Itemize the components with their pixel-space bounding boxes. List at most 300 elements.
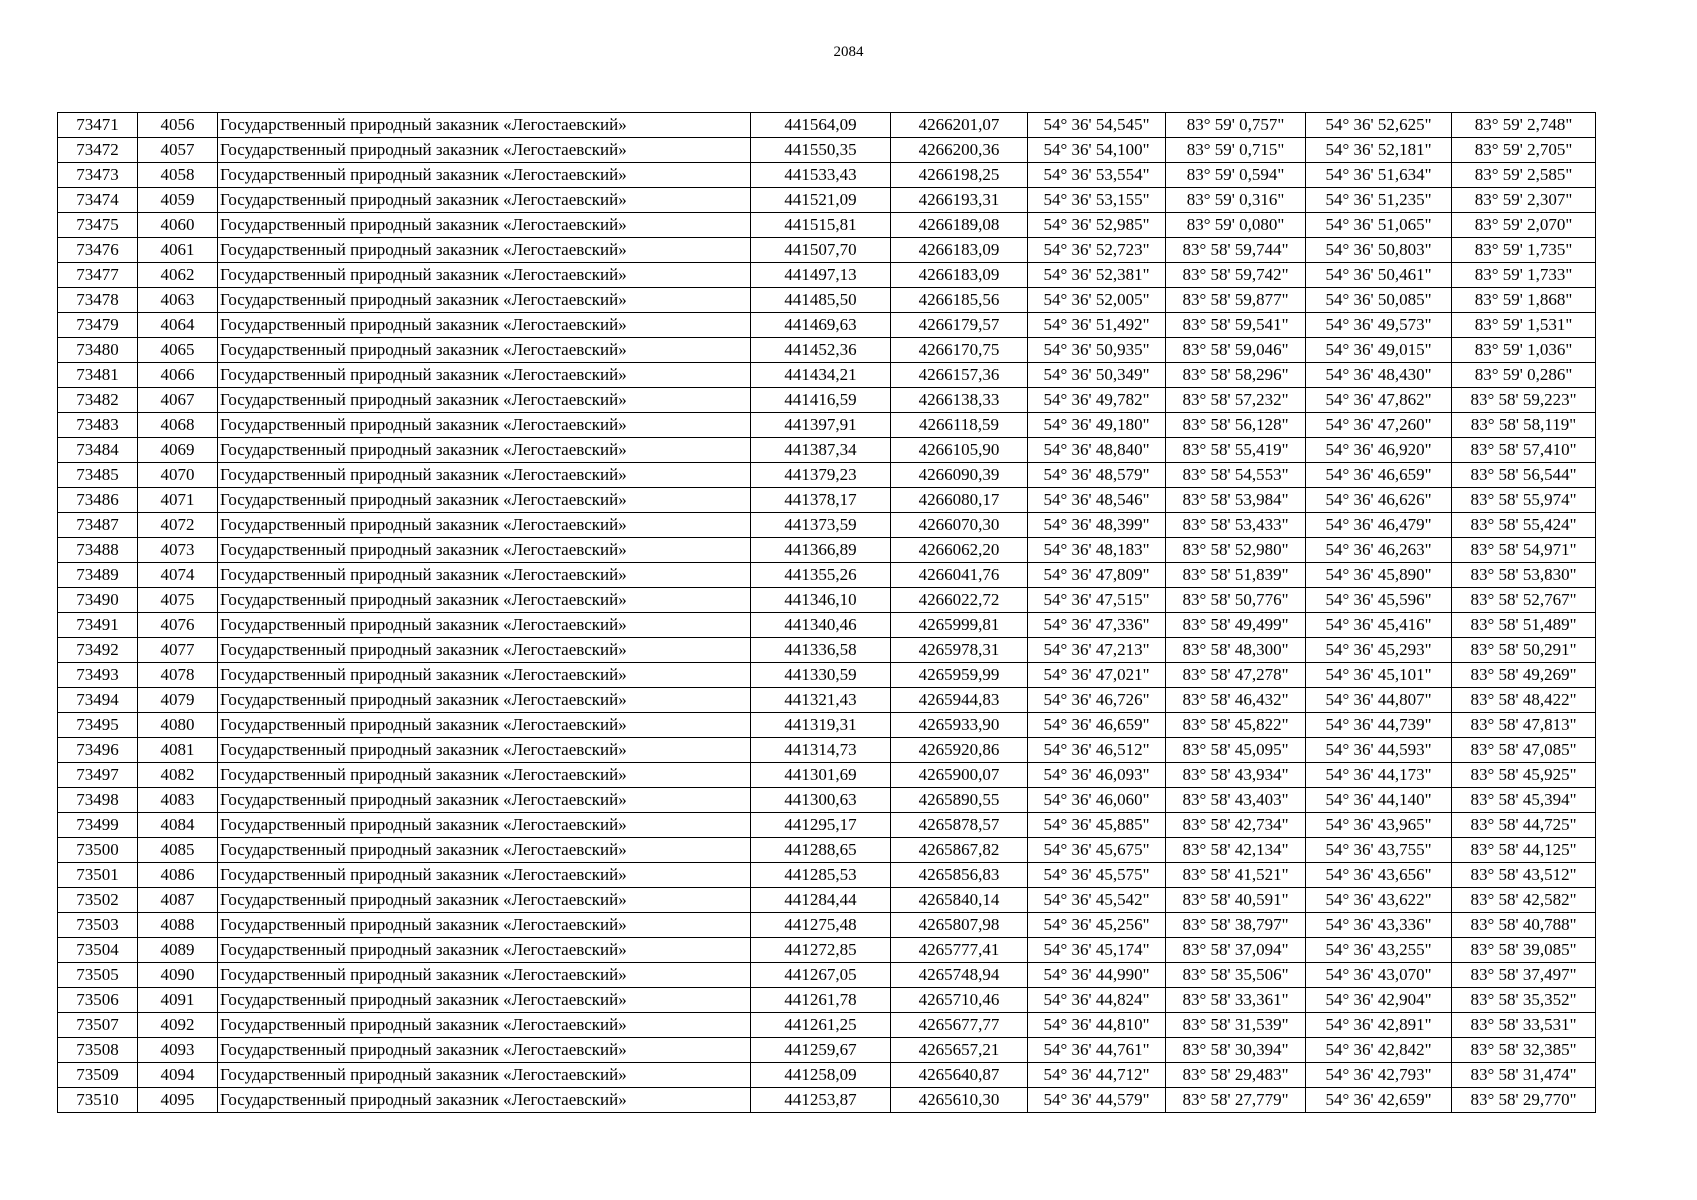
point-number-cell: 4074 — [138, 563, 218, 588]
latitude-1-cell: 54° 36' 51,492" — [1028, 313, 1166, 338]
longitude-2-cell: 83° 58' 44,125" — [1452, 838, 1596, 863]
y-coordinate-cell: 4265959,99 — [891, 663, 1028, 688]
point-number-cell: 4094 — [138, 1063, 218, 1088]
table-row — [58, 1038, 1596, 1063]
x-coordinate-cell: 441485,50 — [751, 288, 891, 313]
longitude-1-cell: 83° 58' 56,128" — [1166, 413, 1306, 438]
longitude-2-cell: 83° 59' 2,070" — [1452, 213, 1596, 238]
y-coordinate-cell: 4266198,25 — [891, 163, 1028, 188]
y-coordinate-cell: 4265867,82 — [891, 838, 1028, 863]
longitude-2-cell: 83° 58' 57,410" — [1452, 438, 1596, 463]
point-number-cell: 4075 — [138, 588, 218, 613]
reserve-name-cell: Государственный природный заказник «Легостаевский» — [218, 238, 751, 263]
point-number-cell: 4057 — [138, 138, 218, 163]
longitude-1-cell: 83° 58' 31,539" — [1166, 1013, 1306, 1038]
latitude-1-cell: 54° 36' 45,542" — [1028, 888, 1166, 913]
point-number-cell: 4067 — [138, 388, 218, 413]
x-coordinate-cell: 441378,17 — [751, 488, 891, 513]
table-row — [58, 238, 1596, 263]
x-coordinate-cell: 441301,69 — [751, 763, 891, 788]
longitude-1-cell: 83° 58' 54,553" — [1166, 463, 1306, 488]
y-coordinate-cell: 4265933,90 — [891, 713, 1028, 738]
x-coordinate-cell: 441272,85 — [751, 938, 891, 963]
reserve-name-cell: Государственный природный заказник «Легостаевский» — [218, 713, 751, 738]
point-number-cell: 4085 — [138, 838, 218, 863]
reserve-name-cell: Государственный природный заказник «Легостаевский» — [218, 388, 751, 413]
x-coordinate-cell: 441300,63 — [751, 788, 891, 813]
row-number-cell: 73493 — [58, 663, 138, 688]
row-number-cell: 73508 — [58, 1038, 138, 1063]
longitude-1-cell: 83° 58' 59,541" — [1166, 313, 1306, 338]
row-number-cell: 73498 — [58, 788, 138, 813]
longitude-2-cell: 83° 58' 32,385" — [1452, 1038, 1596, 1063]
table-row — [58, 738, 1596, 763]
table-body — [58, 113, 1596, 1113]
table-row — [58, 988, 1596, 1013]
longitude-2-cell: 83° 58' 44,725" — [1452, 813, 1596, 838]
latitude-2-cell: 54° 36' 44,173" — [1306, 763, 1452, 788]
latitude-2-cell: 54° 36' 43,622" — [1306, 888, 1452, 913]
latitude-1-cell: 54° 36' 45,675" — [1028, 838, 1166, 863]
longitude-2-cell: 83° 58' 40,788" — [1452, 913, 1596, 938]
longitude-2-cell: 83° 58' 47,813" — [1452, 713, 1596, 738]
latitude-1-cell: 54° 36' 49,782" — [1028, 388, 1166, 413]
reserve-name-cell: Государственный природный заказник «Легостаевский» — [218, 863, 751, 888]
point-number-cell: 4081 — [138, 738, 218, 763]
latitude-1-cell: 54° 36' 47,809" — [1028, 563, 1166, 588]
x-coordinate-cell: 441267,05 — [751, 963, 891, 988]
point-number-cell: 4060 — [138, 213, 218, 238]
row-number-cell: 73484 — [58, 438, 138, 463]
point-number-cell: 4066 — [138, 363, 218, 388]
x-coordinate-cell: 441564,09 — [751, 113, 891, 138]
longitude-1-cell: 83° 58' 42,134" — [1166, 838, 1306, 863]
latitude-2-cell: 54° 36' 45,890" — [1306, 563, 1452, 588]
latitude-2-cell: 54° 36' 48,430" — [1306, 363, 1452, 388]
longitude-2-cell: 83° 58' 59,223" — [1452, 388, 1596, 413]
point-number-cell: 4072 — [138, 513, 218, 538]
point-number-cell: 4061 — [138, 238, 218, 263]
longitude-1-cell: 83° 58' 45,095" — [1166, 738, 1306, 763]
longitude-2-cell: 83° 59' 2,748" — [1452, 113, 1596, 138]
latitude-2-cell: 54° 36' 42,659" — [1306, 1088, 1452, 1113]
latitude-1-cell: 54° 36' 54,545" — [1028, 113, 1166, 138]
row-number-cell: 73496 — [58, 738, 138, 763]
longitude-1-cell: 83° 58' 49,499" — [1166, 613, 1306, 638]
y-coordinate-cell: 4265920,86 — [891, 738, 1028, 763]
point-number-cell: 4084 — [138, 813, 218, 838]
y-coordinate-cell: 4266183,09 — [891, 263, 1028, 288]
longitude-2-cell: 83° 58' 31,474" — [1452, 1063, 1596, 1088]
reserve-name-cell: Государственный природный заказник «Легостаевский» — [218, 963, 751, 988]
latitude-1-cell: 54° 36' 53,155" — [1028, 188, 1166, 213]
latitude-1-cell: 54° 36' 46,726" — [1028, 688, 1166, 713]
table-row — [58, 788, 1596, 813]
y-coordinate-cell: 4266183,09 — [891, 238, 1028, 263]
reserve-name-cell: Государственный природный заказник «Легостаевский» — [218, 213, 751, 238]
y-coordinate-cell: 4266179,57 — [891, 313, 1028, 338]
latitude-1-cell: 54° 36' 44,712" — [1028, 1063, 1166, 1088]
row-number-cell: 73495 — [58, 713, 138, 738]
latitude-1-cell: 54° 36' 44,761" — [1028, 1038, 1166, 1063]
longitude-2-cell: 83° 58' 47,085" — [1452, 738, 1596, 763]
latitude-1-cell: 54° 36' 46,659" — [1028, 713, 1166, 738]
reserve-name-cell: Государственный природный заказник «Легостаевский» — [218, 413, 751, 438]
x-coordinate-cell: 441295,17 — [751, 813, 891, 838]
x-coordinate-cell: 441397,91 — [751, 413, 891, 438]
table-row — [58, 763, 1596, 788]
longitude-2-cell: 83° 59' 1,733" — [1452, 263, 1596, 288]
latitude-2-cell: 54° 36' 49,573" — [1306, 313, 1452, 338]
latitude-1-cell: 54° 36' 52,723" — [1028, 238, 1166, 263]
row-number-cell: 73507 — [58, 1013, 138, 1038]
longitude-2-cell: 83° 58' 52,767" — [1452, 588, 1596, 613]
reserve-name-cell: Государственный природный заказник «Легостаевский» — [218, 163, 751, 188]
longitude-1-cell: 83° 58' 46,432" — [1166, 688, 1306, 713]
longitude-1-cell: 83° 59' 0,594" — [1166, 163, 1306, 188]
row-number-cell: 73483 — [58, 413, 138, 438]
row-number-cell: 73509 — [58, 1063, 138, 1088]
longitude-1-cell: 83° 58' 35,506" — [1166, 963, 1306, 988]
table-row — [58, 888, 1596, 913]
reserve-name-cell: Государственный природный заказник «Легостаевский» — [218, 488, 751, 513]
latitude-1-cell: 54° 36' 47,021" — [1028, 663, 1166, 688]
latitude-2-cell: 54° 36' 46,479" — [1306, 513, 1452, 538]
x-coordinate-cell: 441259,67 — [751, 1038, 891, 1063]
y-coordinate-cell: 4266157,36 — [891, 363, 1028, 388]
table-row — [58, 1013, 1596, 1038]
y-coordinate-cell: 4266070,30 — [891, 513, 1028, 538]
longitude-2-cell: 83° 58' 58,119" — [1452, 413, 1596, 438]
y-coordinate-cell: 4265840,14 — [891, 888, 1028, 913]
y-coordinate-cell: 4265856,83 — [891, 863, 1028, 888]
longitude-1-cell: 83° 58' 38,797" — [1166, 913, 1306, 938]
table-row — [58, 688, 1596, 713]
latitude-1-cell: 54° 36' 50,349" — [1028, 363, 1166, 388]
longitude-1-cell: 83° 58' 55,419" — [1166, 438, 1306, 463]
x-coordinate-cell: 441497,13 — [751, 263, 891, 288]
x-coordinate-cell: 441469,63 — [751, 313, 891, 338]
latitude-2-cell: 54° 36' 52,181" — [1306, 138, 1452, 163]
x-coordinate-cell: 441288,65 — [751, 838, 891, 863]
longitude-2-cell: 83° 59' 1,036" — [1452, 338, 1596, 363]
table-row — [58, 438, 1596, 463]
latitude-1-cell: 54° 36' 44,579" — [1028, 1088, 1166, 1113]
point-number-cell: 4065 — [138, 338, 218, 363]
table-row — [58, 188, 1596, 213]
reserve-name-cell: Государственный природный заказник «Легостаевский» — [218, 563, 751, 588]
y-coordinate-cell: 4266105,90 — [891, 438, 1028, 463]
latitude-1-cell: 54° 36' 47,213" — [1028, 638, 1166, 663]
reserve-name-cell: Государственный природный заказник «Легостаевский» — [218, 988, 751, 1013]
longitude-1-cell: 83° 58' 43,403" — [1166, 788, 1306, 813]
coordinates-table — [57, 112, 1596, 1113]
x-coordinate-cell: 441533,43 — [751, 163, 891, 188]
y-coordinate-cell: 4266200,36 — [891, 138, 1028, 163]
y-coordinate-cell: 4265748,94 — [891, 963, 1028, 988]
x-coordinate-cell: 441373,59 — [751, 513, 891, 538]
x-coordinate-cell: 441515,81 — [751, 213, 891, 238]
latitude-2-cell: 54° 36' 43,336" — [1306, 913, 1452, 938]
longitude-2-cell: 83° 58' 39,085" — [1452, 938, 1596, 963]
row-number-cell: 73510 — [58, 1088, 138, 1113]
x-coordinate-cell: 441275,48 — [751, 913, 891, 938]
longitude-1-cell: 83° 58' 41,521" — [1166, 863, 1306, 888]
latitude-1-cell: 54° 36' 45,885" — [1028, 813, 1166, 838]
latitude-1-cell: 54° 36' 54,100" — [1028, 138, 1166, 163]
table-row — [58, 363, 1596, 388]
row-number-cell: 73486 — [58, 488, 138, 513]
y-coordinate-cell: 4265710,46 — [891, 988, 1028, 1013]
longitude-1-cell: 83° 58' 53,433" — [1166, 513, 1306, 538]
longitude-2-cell: 83° 59' 2,585" — [1452, 163, 1596, 188]
x-coordinate-cell: 441507,70 — [751, 238, 891, 263]
longitude-2-cell: 83° 58' 55,974" — [1452, 488, 1596, 513]
latitude-2-cell: 54° 36' 45,293" — [1306, 638, 1452, 663]
reserve-name-cell: Государственный природный заказник «Легостаевский» — [218, 538, 751, 563]
longitude-1-cell: 83° 59' 0,757" — [1166, 113, 1306, 138]
latitude-2-cell: 54° 36' 47,862" — [1306, 388, 1452, 413]
longitude-1-cell: 83° 59' 0,080" — [1166, 213, 1306, 238]
row-number-cell: 73503 — [58, 913, 138, 938]
longitude-2-cell: 83° 59' 1,868" — [1452, 288, 1596, 313]
reserve-name-cell: Государственный природный заказник «Легостаевский» — [218, 288, 751, 313]
longitude-2-cell: 83° 58' 55,424" — [1452, 513, 1596, 538]
x-coordinate-cell: 441550,35 — [751, 138, 891, 163]
reserve-name-cell: Государственный природный заказник «Легостаевский» — [218, 188, 751, 213]
point-number-cell: 4079 — [138, 688, 218, 713]
longitude-2-cell: 83° 59' 1,531" — [1452, 313, 1596, 338]
latitude-2-cell: 54° 36' 44,739" — [1306, 713, 1452, 738]
x-coordinate-cell: 441258,09 — [751, 1063, 891, 1088]
latitude-1-cell: 54° 36' 50,935" — [1028, 338, 1166, 363]
row-number-cell: 73506 — [58, 988, 138, 1013]
latitude-2-cell: 54° 36' 43,656" — [1306, 863, 1452, 888]
point-number-cell: 4091 — [138, 988, 218, 1013]
latitude-2-cell: 54° 36' 45,101" — [1306, 663, 1452, 688]
y-coordinate-cell: 4266118,59 — [891, 413, 1028, 438]
longitude-2-cell: 83° 58' 50,291" — [1452, 638, 1596, 663]
reserve-name-cell: Государственный природный заказник «Легостаевский» — [218, 338, 751, 363]
latitude-2-cell: 54° 36' 49,015" — [1306, 338, 1452, 363]
y-coordinate-cell: 4265890,55 — [891, 788, 1028, 813]
longitude-1-cell: 83° 58' 52,980" — [1166, 538, 1306, 563]
x-coordinate-cell: 441434,21 — [751, 363, 891, 388]
longitude-1-cell: 83° 58' 59,046" — [1166, 338, 1306, 363]
point-number-cell: 4078 — [138, 663, 218, 688]
row-number-cell: 73472 — [58, 138, 138, 163]
row-number-cell: 73477 — [58, 263, 138, 288]
latitude-2-cell: 54° 36' 44,593" — [1306, 738, 1452, 763]
reserve-name-cell: Государственный природный заказник «Легостаевский» — [218, 138, 751, 163]
reserve-name-cell: Государственный природный заказник «Легостаевский» — [218, 913, 751, 938]
row-number-cell: 73505 — [58, 963, 138, 988]
x-coordinate-cell: 441261,78 — [751, 988, 891, 1013]
reserve-name-cell: Государственный природный заказник «Легостаевский» — [218, 588, 751, 613]
longitude-1-cell: 83° 58' 42,734" — [1166, 813, 1306, 838]
point-number-cell: 4069 — [138, 438, 218, 463]
row-number-cell: 73473 — [58, 163, 138, 188]
latitude-1-cell: 54° 36' 45,174" — [1028, 938, 1166, 963]
reserve-name-cell: Государственный природный заказник «Легостаевский» — [218, 438, 751, 463]
reserve-name-cell: Государственный природный заказник «Легостаевский» — [218, 613, 751, 638]
longitude-2-cell: 83° 59' 1,735" — [1452, 238, 1596, 263]
latitude-2-cell: 54° 36' 46,659" — [1306, 463, 1452, 488]
latitude-2-cell: 54° 36' 43,070" — [1306, 963, 1452, 988]
table-row — [58, 813, 1596, 838]
reserve-name-cell: Государственный природный заказник «Легостаевский» — [218, 113, 751, 138]
row-number-cell: 73481 — [58, 363, 138, 388]
latitude-2-cell: 54° 36' 46,626" — [1306, 488, 1452, 513]
longitude-2-cell: 83° 58' 42,582" — [1452, 888, 1596, 913]
table-row — [58, 838, 1596, 863]
y-coordinate-cell: 4265878,57 — [891, 813, 1028, 838]
x-coordinate-cell: 441330,59 — [751, 663, 891, 688]
latitude-2-cell: 54° 36' 50,085" — [1306, 288, 1452, 313]
y-coordinate-cell: 4266189,08 — [891, 213, 1028, 238]
row-number-cell: 73499 — [58, 813, 138, 838]
latitude-1-cell: 54° 36' 46,512" — [1028, 738, 1166, 763]
y-coordinate-cell: 4266022,72 — [891, 588, 1028, 613]
y-coordinate-cell: 4265640,87 — [891, 1063, 1028, 1088]
point-number-cell: 4077 — [138, 638, 218, 663]
table-row — [58, 138, 1596, 163]
table-row — [58, 413, 1596, 438]
y-coordinate-cell: 4266185,56 — [891, 288, 1028, 313]
x-coordinate-cell: 441416,59 — [751, 388, 891, 413]
longitude-1-cell: 83° 58' 58,296" — [1166, 363, 1306, 388]
table-row — [58, 463, 1596, 488]
point-number-cell: 4080 — [138, 713, 218, 738]
longitude-1-cell: 83° 58' 57,232" — [1166, 388, 1306, 413]
longitude-2-cell: 83° 58' 54,971" — [1452, 538, 1596, 563]
latitude-2-cell: 54° 36' 42,891" — [1306, 1013, 1452, 1038]
latitude-1-cell: 54° 36' 48,546" — [1028, 488, 1166, 513]
row-number-cell: 73497 — [58, 763, 138, 788]
reserve-name-cell: Государственный природный заказник «Легостаевский» — [218, 688, 751, 713]
point-number-cell: 4068 — [138, 413, 218, 438]
point-number-cell: 4086 — [138, 863, 218, 888]
y-coordinate-cell: 4265978,31 — [891, 638, 1028, 663]
table-row — [58, 563, 1596, 588]
x-coordinate-cell: 441336,58 — [751, 638, 891, 663]
x-coordinate-cell: 441321,43 — [751, 688, 891, 713]
y-coordinate-cell: 4266170,75 — [891, 338, 1028, 363]
row-number-cell: 73480 — [58, 338, 138, 363]
longitude-2-cell: 83° 58' 48,422" — [1452, 688, 1596, 713]
row-number-cell: 73500 — [58, 838, 138, 863]
latitude-1-cell: 54° 36' 45,575" — [1028, 863, 1166, 888]
longitude-1-cell: 83° 58' 45,822" — [1166, 713, 1306, 738]
table-row — [58, 338, 1596, 363]
point-number-cell: 4093 — [138, 1038, 218, 1063]
reserve-name-cell: Государственный природный заказник «Легостаевский» — [218, 888, 751, 913]
latitude-2-cell: 54° 36' 44,140" — [1306, 788, 1452, 813]
x-coordinate-cell: 441521,09 — [751, 188, 891, 213]
x-coordinate-cell: 441261,25 — [751, 1013, 891, 1038]
longitude-2-cell: 83° 58' 37,497" — [1452, 963, 1596, 988]
reserve-name-cell: Государственный природный заказник «Легостаевский» — [218, 1063, 751, 1088]
table-row — [58, 1063, 1596, 1088]
longitude-1-cell: 83° 58' 59,877" — [1166, 288, 1306, 313]
longitude-1-cell: 83° 59' 0,316" — [1166, 188, 1306, 213]
row-number-cell: 73490 — [58, 588, 138, 613]
row-number-cell: 73504 — [58, 938, 138, 963]
table-row — [58, 163, 1596, 188]
row-number-cell: 73488 — [58, 538, 138, 563]
latitude-1-cell: 54° 36' 44,824" — [1028, 988, 1166, 1013]
row-number-cell: 73474 — [58, 188, 138, 213]
reserve-name-cell: Государственный природный заказник «Легостаевский» — [218, 938, 751, 963]
table-row — [58, 863, 1596, 888]
latitude-2-cell: 54° 36' 43,255" — [1306, 938, 1452, 963]
point-number-cell: 4071 — [138, 488, 218, 513]
x-coordinate-cell: 441346,10 — [751, 588, 891, 613]
table-row — [58, 288, 1596, 313]
y-coordinate-cell: 4265944,83 — [891, 688, 1028, 713]
table-row — [58, 1088, 1596, 1113]
row-number-cell: 73501 — [58, 863, 138, 888]
longitude-2-cell: 83° 59' 2,705" — [1452, 138, 1596, 163]
longitude-2-cell: 83° 58' 35,352" — [1452, 988, 1596, 1013]
latitude-1-cell: 54° 36' 49,180" — [1028, 413, 1166, 438]
y-coordinate-cell: 4265657,21 — [891, 1038, 1028, 1063]
longitude-2-cell: 83° 59' 2,307" — [1452, 188, 1596, 213]
x-coordinate-cell: 441366,89 — [751, 538, 891, 563]
y-coordinate-cell: 4265610,30 — [891, 1088, 1028, 1113]
longitude-2-cell: 83° 58' 53,830" — [1452, 563, 1596, 588]
point-number-cell: 4083 — [138, 788, 218, 813]
latitude-1-cell: 54° 36' 44,990" — [1028, 963, 1166, 988]
latitude-2-cell: 54° 36' 45,416" — [1306, 613, 1452, 638]
x-coordinate-cell: 441253,87 — [751, 1088, 891, 1113]
reserve-name-cell: Государственный природный заказник «Легостаевский» — [218, 838, 751, 863]
longitude-1-cell: 83° 58' 27,779" — [1166, 1088, 1306, 1113]
row-number-cell: 73479 — [58, 313, 138, 338]
longitude-1-cell: 83° 58' 51,839" — [1166, 563, 1306, 588]
latitude-1-cell: 54° 36' 53,554" — [1028, 163, 1166, 188]
reserve-name-cell: Государственный природный заказник «Легостаевский» — [218, 513, 751, 538]
latitude-1-cell: 54° 36' 44,810" — [1028, 1013, 1166, 1038]
table-row — [58, 488, 1596, 513]
x-coordinate-cell: 441355,26 — [751, 563, 891, 588]
x-coordinate-cell: 441379,23 — [751, 463, 891, 488]
latitude-2-cell: 54° 36' 50,461" — [1306, 263, 1452, 288]
longitude-2-cell: 83° 59' 0,286" — [1452, 363, 1596, 388]
reserve-name-cell: Государственный природный заказник «Легостаевский» — [218, 1013, 751, 1038]
row-number-cell: 73491 — [58, 613, 138, 638]
longitude-1-cell: 83° 58' 59,744" — [1166, 238, 1306, 263]
x-coordinate-cell: 441284,44 — [751, 888, 891, 913]
longitude-2-cell: 83° 58' 43,512" — [1452, 863, 1596, 888]
reserve-name-cell: Государственный природный заказник «Легостаевский» — [218, 363, 751, 388]
latitude-2-cell: 54° 36' 44,807" — [1306, 688, 1452, 713]
page-number: 2084 — [833, 44, 864, 60]
row-number-cell: 73485 — [58, 463, 138, 488]
reserve-name-cell: Государственный природный заказник «Легостаевский» — [218, 1088, 751, 1113]
longitude-1-cell: 83° 58' 50,776" — [1166, 588, 1306, 613]
latitude-2-cell: 54° 36' 45,596" — [1306, 588, 1452, 613]
y-coordinate-cell: 4266080,17 — [891, 488, 1028, 513]
x-coordinate-cell: 441319,31 — [751, 713, 891, 738]
point-number-cell: 4076 — [138, 613, 218, 638]
reserve-name-cell: Государственный природный заказник «Легостаевский» — [218, 638, 751, 663]
point-number-cell: 4056 — [138, 113, 218, 138]
reserve-name-cell: Государственный природный заказник «Легостаевский» — [218, 788, 751, 813]
y-coordinate-cell: 4265677,77 — [891, 1013, 1028, 1038]
latitude-1-cell: 54° 36' 48,840" — [1028, 438, 1166, 463]
longitude-2-cell: 83° 58' 45,394" — [1452, 788, 1596, 813]
